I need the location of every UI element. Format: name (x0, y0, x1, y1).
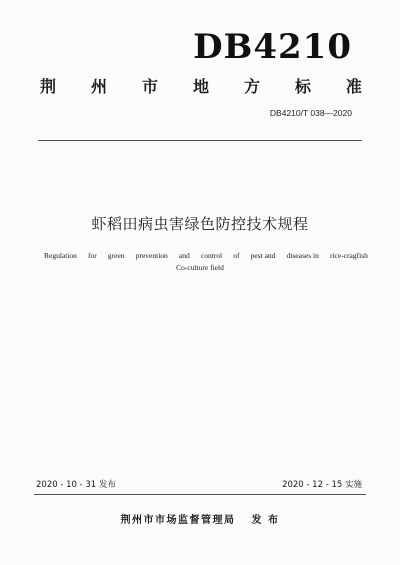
bottom-divider (34, 494, 366, 495)
standard-type-char: 准 (345, 77, 362, 96)
issuer-name: 荆州市市场监督管理局 (120, 515, 236, 526)
title-english-word: Regulation (44, 251, 77, 260)
standard-type-char: 市 (141, 77, 158, 96)
standard-type-char: 州 (90, 77, 107, 96)
standard-number: DB4210/T 038—2020 (269, 108, 352, 118)
title-english-word: and (178, 251, 190, 260)
title-english-line1 (44, 252, 368, 260)
standard-type-char: 荆 (40, 77, 57, 96)
implementation-date: 2020 - 12 - 15 实施 (282, 480, 362, 490)
title-english-word: diseases in (286, 251, 319, 260)
standard-code: DB4210 (193, 27, 352, 67)
title-english-line2: Co-culture field (176, 263, 224, 272)
standard-type-char: 方 (243, 77, 260, 96)
top-divider (38, 140, 362, 141)
standard-type-label (40, 79, 362, 95)
issuer-line (0, 516, 400, 526)
title-chinese: 虾稻田病虫害绿色防控技术规程 (91, 215, 309, 233)
title-english-word: green (107, 251, 125, 260)
standard-type-char: 地 (192, 77, 209, 96)
issuer-action: 发 布 (251, 515, 280, 526)
title-english-word: for (88, 251, 97, 260)
title-english-word: pest and (250, 251, 276, 260)
title-english-word: control (200, 251, 223, 260)
title-english-word: of (233, 251, 240, 260)
title-english-word: prevention (135, 251, 168, 260)
title-english-word: rice-cragfish (329, 251, 368, 260)
issue-date: 2020 - 10 - 31 发布 (36, 480, 116, 490)
standard-type-char: 标 (294, 77, 311, 96)
